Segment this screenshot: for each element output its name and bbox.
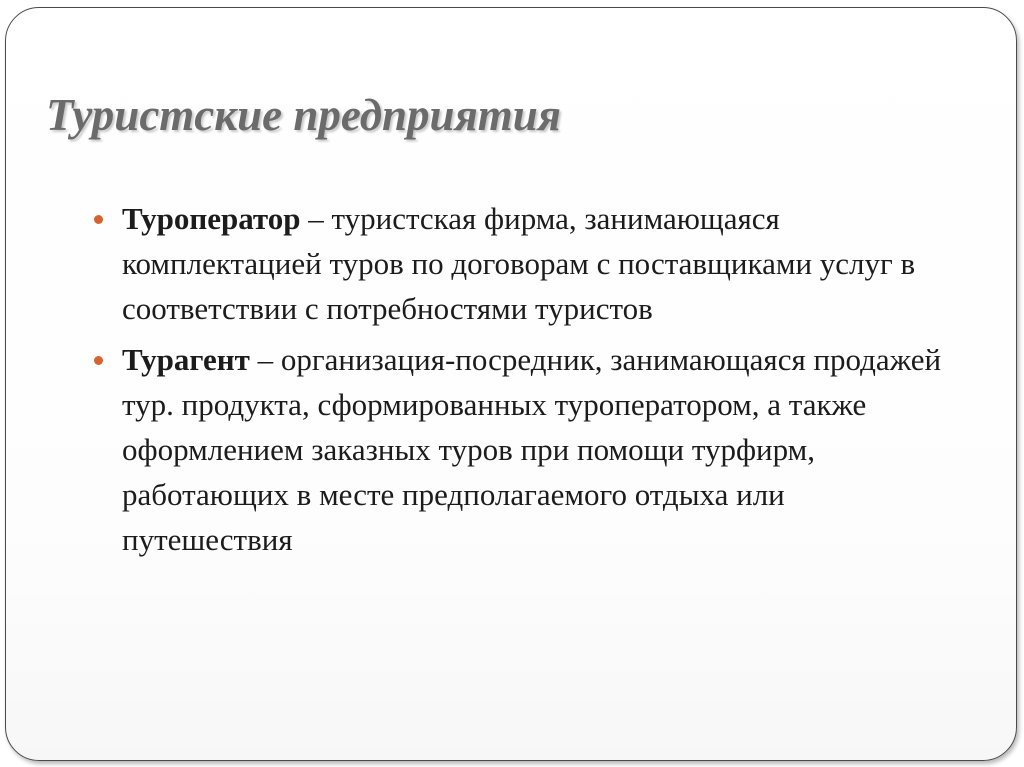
bullet-text: – организация-посредник, занимающаяся продажей тур. продукта, сформированных туроператором, а также оформлением заказных туров при помощи турфирм, работающих в месте предполагаемого отдыха или путешествия <box>122 342 942 557</box>
bullet-term: Туроператор <box>122 201 301 236</box>
slide-title: Туристские предприятия <box>46 90 561 140</box>
bullet-text: – туристская фирма, занимающаяся комплектацией туров по договорам с поставщиками услуг в соответствии с потребностями туристов <box>122 201 916 326</box>
bullet-term: Турагент <box>122 342 250 377</box>
bullet-dot-icon <box>94 215 103 224</box>
slide-frame <box>5 7 1017 761</box>
bullet-item-touroperator <box>94 196 954 331</box>
bullet-list <box>94 196 954 568</box>
bullet-dot-icon <box>94 356 103 365</box>
bullet-item-touragent <box>94 337 954 562</box>
